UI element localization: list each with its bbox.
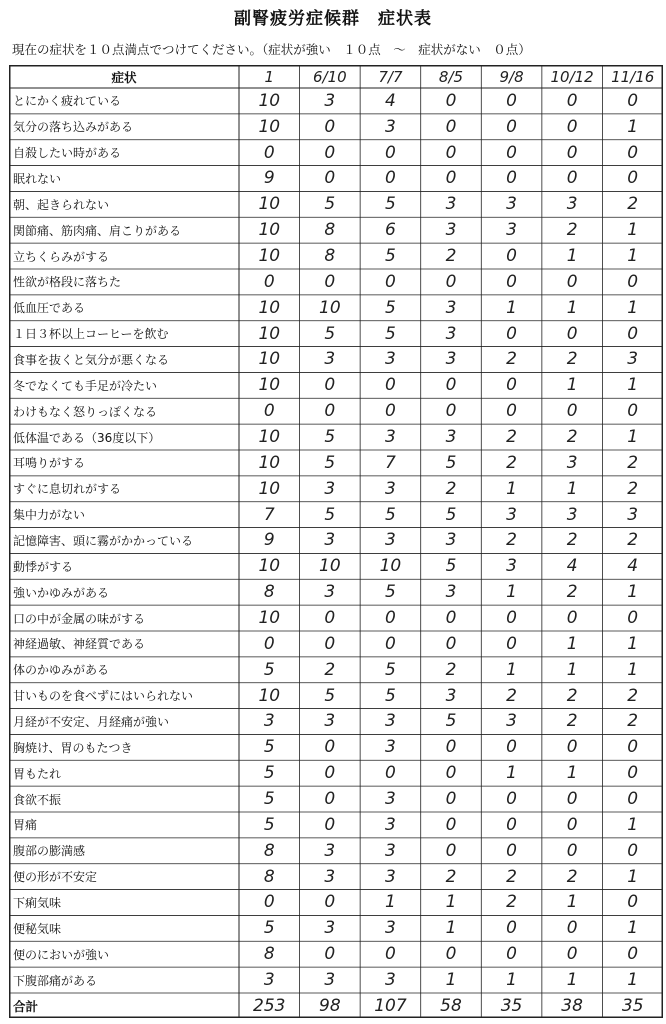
score-cell: 5 <box>263 918 275 939</box>
score-cell: 8 <box>263 866 275 887</box>
score-cell: 0 <box>445 608 457 629</box>
score-cell: 0 <box>263 271 275 292</box>
score-cell: 0 <box>566 271 578 292</box>
score-cell: 5 <box>385 194 396 215</box>
score-cell: 1 <box>506 763 517 784</box>
score-cell: 0 <box>506 142 517 163</box>
score-cell: 0 <box>445 168 457 189</box>
score-cell: 2 <box>566 530 578 551</box>
score-cell: 3 <box>506 711 517 732</box>
header-symptom: 症状 <box>111 69 137 85</box>
score-cell: 5 <box>445 452 457 473</box>
score-cell: 5 <box>263 789 275 810</box>
score-cell: 3 <box>506 220 517 241</box>
score-cell: 5 <box>385 504 396 525</box>
score-cell: 0 <box>506 789 517 810</box>
score-cell: 0 <box>566 142 578 163</box>
score-cell: 3 <box>385 478 396 499</box>
score-cell: 1 <box>627 814 639 835</box>
score-cell: 10 <box>258 116 281 137</box>
score-cell: 3 <box>263 711 275 732</box>
score-cell: 1 <box>566 297 578 318</box>
score-cell: 3 <box>385 866 396 887</box>
score-cell: 0 <box>263 401 275 422</box>
score-cell: 3 <box>445 685 457 706</box>
score-cell: 10 <box>319 297 341 318</box>
score-cell: 1 <box>566 892 578 913</box>
score-cell: 0 <box>263 142 275 163</box>
symptom-label: 便のにおいが強い <box>13 947 110 962</box>
score-cell: 2 <box>566 427 578 448</box>
score-cell: 10 <box>258 220 281 241</box>
score-cell: 0 <box>506 918 517 939</box>
score-cell: 0 <box>385 168 396 189</box>
score-cell: 2 <box>566 220 578 241</box>
symptom-label: 自殺したい時がある <box>13 146 122 161</box>
symptom-label: 食事を抜くと気分が悪くなる <box>13 352 170 367</box>
total-cell: 253 <box>253 995 286 1016</box>
score-cell: 3 <box>445 220 457 241</box>
score-cell: 0 <box>566 168 578 189</box>
score-cell: 0 <box>627 763 639 784</box>
score-cell: 0 <box>566 90 578 111</box>
score-cell: 1 <box>445 970 457 991</box>
symptom-label: 胃もたれ <box>13 766 62 781</box>
instruction-text: 現在の症状を１０点満点でつけてください。（症状が強い １０点 ～ 症状がない ０点） <box>12 42 531 57</box>
score-cell: 10 <box>258 556 281 577</box>
score-cell: 3 <box>445 297 457 318</box>
symptom-label: 胸焼け、胃のもたつき <box>13 740 133 755</box>
score-cell: 5 <box>263 659 275 680</box>
symptom-label: 気分の落ち込みがある <box>13 120 134 135</box>
score-cell: 1 <box>627 297 639 318</box>
score-cell: 5 <box>263 814 275 835</box>
symptom-label: 朝、起きられない <box>13 197 110 212</box>
score-cell: 0 <box>627 608 639 629</box>
score-cell: 10 <box>258 246 281 267</box>
score-cell: 2 <box>506 866 517 887</box>
score-cell: 2 <box>506 452 517 473</box>
total-cell: 38 <box>561 995 583 1016</box>
score-cell: 3 <box>445 530 457 551</box>
score-cell: 2 <box>566 866 578 887</box>
score-cell: 8 <box>324 246 336 267</box>
score-cell: 0 <box>566 401 578 422</box>
score-cell: 3 <box>263 970 275 991</box>
header-date: 7/7 <box>378 67 403 86</box>
score-cell: 1 <box>566 478 578 499</box>
score-cell: 0 <box>445 116 457 137</box>
score-cell: 0 <box>324 608 336 629</box>
score-cell: 2 <box>506 427 517 448</box>
score-cell: 2 <box>566 711 578 732</box>
score-cell: 10 <box>258 194 281 215</box>
symptom-label: とにかく疲れている <box>13 94 122 109</box>
symptom-label: 腹部の膨満感 <box>13 844 86 859</box>
score-cell: 3 <box>506 194 517 215</box>
score-cell: 0 <box>445 142 457 163</box>
score-cell: 0 <box>385 142 396 163</box>
score-cell: 0 <box>627 944 639 965</box>
score-cell: 2 <box>627 711 639 732</box>
score-cell: 0 <box>566 116 578 137</box>
score-cell: 0 <box>506 608 517 629</box>
symptom-label: わけもなく怒りっぽくなる <box>13 404 158 419</box>
score-cell: 0 <box>385 633 396 654</box>
score-cell: 5 <box>385 297 396 318</box>
score-cell: 1 <box>506 970 517 991</box>
symptom-label: 体のかゆみがある <box>13 663 110 678</box>
score-cell: 3 <box>627 349 639 370</box>
score-cell: 5 <box>385 685 396 706</box>
score-cell: 3 <box>445 427 457 448</box>
symptom-label: 耳鳴りがする <box>13 456 86 471</box>
score-cell: 0 <box>385 944 396 965</box>
header-date: 1 <box>264 67 275 86</box>
symptom-label: 立ちくらみがする <box>13 249 110 264</box>
score-cell: 3 <box>324 90 336 111</box>
score-cell: 0 <box>445 840 457 861</box>
header-date: 10/12 <box>550 67 594 86</box>
score-cell: 0 <box>324 401 336 422</box>
score-cell: 0 <box>566 608 578 629</box>
score-cell: 10 <box>258 90 281 111</box>
score-cell: 1 <box>445 918 457 939</box>
score-cell: 1 <box>627 116 639 137</box>
score-cell: 10 <box>258 427 281 448</box>
score-cell: 1 <box>627 633 639 654</box>
score-cell: 1 <box>627 970 639 991</box>
score-cell: 0 <box>566 323 578 344</box>
score-cell: 5 <box>324 685 336 706</box>
score-cell: 2 <box>627 685 639 706</box>
score-cell: 5 <box>385 246 396 267</box>
score-cell: 0 <box>506 375 517 396</box>
score-cell: 1 <box>627 918 639 939</box>
header-date: 8/5 <box>438 67 464 86</box>
score-cell: 0 <box>627 737 639 758</box>
score-cell: 2 <box>506 685 517 706</box>
symptom-label: 性欲が格段に落ちた <box>13 275 122 290</box>
symptom-label: 関節痛、筋肉痛、肩こりがある <box>13 223 182 238</box>
symptom-label: すぐに息切れがする <box>13 482 122 497</box>
score-cell: 0 <box>445 90 457 111</box>
score-cell: 0 <box>385 763 396 784</box>
score-cell: 10 <box>258 685 281 706</box>
score-cell: 3 <box>385 840 396 861</box>
score-cell: 7 <box>263 504 275 525</box>
score-cell: 3 <box>385 970 396 991</box>
header-date: 9/8 <box>499 67 524 86</box>
score-cell: 0 <box>445 375 457 396</box>
score-cell: 3 <box>445 349 457 370</box>
score-cell: 0 <box>324 633 336 654</box>
symptom-label: 胃痛 <box>13 818 38 833</box>
header-date: 11/16 <box>611 67 655 86</box>
score-cell: 5 <box>324 452 336 473</box>
score-cell: 6 <box>385 220 396 241</box>
score-cell: 3 <box>445 582 457 603</box>
score-cell: 1 <box>445 892 457 913</box>
score-cell: 3 <box>385 737 396 758</box>
score-cell: 3 <box>385 530 396 551</box>
score-cell: 0 <box>506 814 517 835</box>
score-cell: 10 <box>379 556 402 577</box>
score-cell: 0 <box>627 892 639 913</box>
score-cell: 1 <box>627 427 639 448</box>
score-cell: 0 <box>445 763 457 784</box>
total-cell: 98 <box>319 995 341 1016</box>
score-cell: 3 <box>566 504 578 525</box>
score-cell: 0 <box>627 168 639 189</box>
score-cell: 3 <box>324 840 336 861</box>
score-cell: 5 <box>263 737 275 758</box>
score-cell: 0 <box>627 271 639 292</box>
score-cell: 1 <box>627 582 639 603</box>
score-cell: 5 <box>385 323 396 344</box>
score-cell: 0 <box>506 323 517 344</box>
score-cell: 1 <box>566 375 578 396</box>
score-cell: 0 <box>566 789 578 810</box>
symptom-label: １日３杯以上コーヒーを飲む <box>13 327 169 342</box>
score-cell: 3 <box>566 194 578 215</box>
score-cell: 2 <box>627 530 639 551</box>
score-cell: 3 <box>385 349 396 370</box>
symptom-label: 神経過敏、神経質である <box>13 637 146 652</box>
score-cell: 9 <box>263 168 275 189</box>
score-cell: 3 <box>385 427 396 448</box>
symptom-label: 冬でなくても手足が冷たい <box>13 378 158 393</box>
symptom-label: 強いかゆみがある <box>13 585 110 600</box>
score-cell: 1 <box>385 892 396 913</box>
score-cell: 0 <box>627 142 639 163</box>
score-cell: 0 <box>324 375 336 396</box>
score-cell: 7 <box>385 452 396 473</box>
score-cell: 3 <box>324 582 336 603</box>
score-cell: 3 <box>506 556 517 577</box>
score-cell: 1 <box>566 970 578 991</box>
score-cell: 1 <box>627 246 639 267</box>
score-cell: 1 <box>506 478 517 499</box>
symptom-label: 記憶障害、頭に霧がかかっている <box>13 533 194 548</box>
score-cell: 0 <box>506 401 517 422</box>
score-cell: 10 <box>258 349 281 370</box>
score-cell: 5 <box>445 556 457 577</box>
score-cell: 2 <box>506 349 517 370</box>
symptom-label: 月経が不安定、月経痛が強い <box>13 714 170 729</box>
score-cell: 0 <box>506 246 517 267</box>
score-cell: 0 <box>263 633 275 654</box>
score-cell: 0 <box>385 271 396 292</box>
symptom-label: 動悸がする <box>13 559 74 574</box>
score-cell: 0 <box>627 789 639 810</box>
score-cell: 0 <box>324 142 336 163</box>
score-cell: 2 <box>566 582 578 603</box>
score-cell: 2 <box>445 478 457 499</box>
score-cell: 0 <box>506 840 517 861</box>
score-cell: 2 <box>506 530 517 551</box>
header-date: 6/10 <box>313 67 347 86</box>
score-cell: 4 <box>566 556 578 577</box>
score-cell: 5 <box>445 711 457 732</box>
score-cell: 0 <box>566 737 578 758</box>
score-cell: 0 <box>445 737 457 758</box>
score-cell: 1 <box>566 246 578 267</box>
symptom-label: 便の形が不安定 <box>13 870 98 885</box>
score-cell: 0 <box>566 944 578 965</box>
score-cell: 5 <box>385 582 396 603</box>
score-cell: 0 <box>506 90 517 111</box>
score-cell: 8 <box>263 840 275 861</box>
score-cell: 3 <box>324 711 336 732</box>
score-cell: 5 <box>324 323 336 344</box>
score-cell: 0 <box>506 271 517 292</box>
score-cell: 0 <box>445 401 457 422</box>
total-cell: 107 <box>374 995 407 1016</box>
score-cell: 3 <box>324 918 336 939</box>
score-cell: 0 <box>324 789 336 810</box>
score-cell: 0 <box>445 944 457 965</box>
score-cell: 1 <box>566 763 578 784</box>
score-cell: 0 <box>385 401 396 422</box>
score-cell: 2 <box>566 685 578 706</box>
score-cell: 0 <box>445 633 457 654</box>
score-cell: 8 <box>324 220 336 241</box>
total-label: 合計 <box>13 998 39 1014</box>
score-cell: 3 <box>627 504 639 525</box>
score-cell: 0 <box>627 323 639 344</box>
score-cell: 3 <box>385 918 396 939</box>
score-cell: 2 <box>445 866 457 887</box>
score-cell: 2 <box>324 659 336 680</box>
score-cell: 0 <box>324 168 336 189</box>
score-cell: 2 <box>627 452 639 473</box>
score-cell: 3 <box>506 504 517 525</box>
score-cell: 1 <box>627 375 639 396</box>
score-cell: 0 <box>324 116 336 137</box>
score-cell: 5 <box>263 763 275 784</box>
score-cell: 3 <box>324 349 336 370</box>
score-cell: 0 <box>506 116 517 137</box>
score-cell: 3 <box>385 711 396 732</box>
score-cell: 10 <box>258 478 281 499</box>
score-cell: 0 <box>324 763 336 784</box>
total-cell: 35 <box>621 995 644 1016</box>
score-cell: 8 <box>263 944 275 965</box>
score-cell: 2 <box>566 349 578 370</box>
score-cell: 3 <box>385 116 396 137</box>
score-cell: 10 <box>258 375 281 396</box>
score-cell: 3 <box>324 478 336 499</box>
score-cell: 0 <box>324 814 336 835</box>
score-cell: 10 <box>258 608 281 629</box>
score-cell: 3 <box>324 866 336 887</box>
symptom-label: 眠れない <box>13 171 62 186</box>
score-cell: 3 <box>385 789 396 810</box>
score-cell: 1 <box>506 297 517 318</box>
score-cell: 5 <box>324 427 336 448</box>
score-cell: 3 <box>385 814 396 835</box>
score-cell: 0 <box>263 892 275 913</box>
symptom-label: 低体温である（36度以下） <box>13 430 161 445</box>
score-cell: 4 <box>385 90 396 111</box>
symptom-label: 低血圧である <box>13 301 86 316</box>
score-cell: 10 <box>319 556 341 577</box>
score-cell: 0 <box>627 840 639 861</box>
score-cell: 4 <box>627 556 639 577</box>
symptom-label: 下痢気味 <box>13 895 62 910</box>
score-cell: 1 <box>627 659 639 680</box>
score-cell: 2 <box>506 892 517 913</box>
score-cell: 0 <box>506 737 517 758</box>
score-cell: 3 <box>324 530 336 551</box>
page-title: 副腎疲労症候群 症状表 <box>234 9 432 29</box>
score-cell: 0 <box>324 892 336 913</box>
symptom-label: 集中力がない <box>13 508 86 523</box>
score-cell: 2 <box>627 478 639 499</box>
score-cell: 0 <box>385 375 396 396</box>
score-cell: 8 <box>263 582 275 603</box>
score-cell: 10 <box>258 297 281 318</box>
score-cell: 0 <box>385 608 396 629</box>
score-cell: 1 <box>627 866 639 887</box>
score-cell: 5 <box>385 659 396 680</box>
score-cell: 2 <box>445 246 457 267</box>
score-cell: 3 <box>324 970 336 991</box>
score-cell: 0 <box>445 789 457 810</box>
score-cell: 5 <box>324 504 336 525</box>
score-cell: 1 <box>566 659 578 680</box>
score-cell: 1 <box>506 659 517 680</box>
symptom-label: 甘いものを食べずにはいられない <box>13 689 194 704</box>
symptom-label: 口の中が金属の味がする <box>13 611 146 626</box>
symptom-label: 下腹部痛がある <box>13 973 98 988</box>
score-cell: 2 <box>445 659 457 680</box>
score-cell: 3 <box>445 323 457 344</box>
score-cell: 0 <box>506 168 517 189</box>
symptom-label: 便秘気味 <box>13 921 62 936</box>
score-cell: 0 <box>445 271 457 292</box>
total-cell: 35 <box>500 995 523 1016</box>
score-cell: 1 <box>566 633 578 654</box>
symptom-table <box>9 65 663 1018</box>
score-cell: 0 <box>627 401 639 422</box>
score-cell: 10 <box>258 452 281 473</box>
score-cell: 9 <box>263 530 275 551</box>
score-cell: 0 <box>445 814 457 835</box>
score-cell: 0 <box>324 944 336 965</box>
score-cell: 1 <box>627 220 639 241</box>
symptom-label: 食欲不振 <box>13 792 62 807</box>
score-cell: 0 <box>324 271 336 292</box>
score-cell: 5 <box>324 194 336 215</box>
score-cell: 5 <box>445 504 457 525</box>
score-cell: 0 <box>566 814 578 835</box>
score-cell: 0 <box>324 737 336 758</box>
total-cell: 58 <box>440 995 462 1016</box>
score-cell: 0 <box>566 840 578 861</box>
score-cell: 0 <box>506 944 517 965</box>
score-cell: 0 <box>627 90 639 111</box>
score-cell: 1 <box>506 582 517 603</box>
score-cell: 3 <box>566 452 578 473</box>
score-cell: 0 <box>506 633 517 654</box>
score-cell: 10 <box>258 323 281 344</box>
score-cell: 3 <box>445 194 457 215</box>
score-cell: 0 <box>566 918 578 939</box>
score-cell: 2 <box>627 194 639 215</box>
